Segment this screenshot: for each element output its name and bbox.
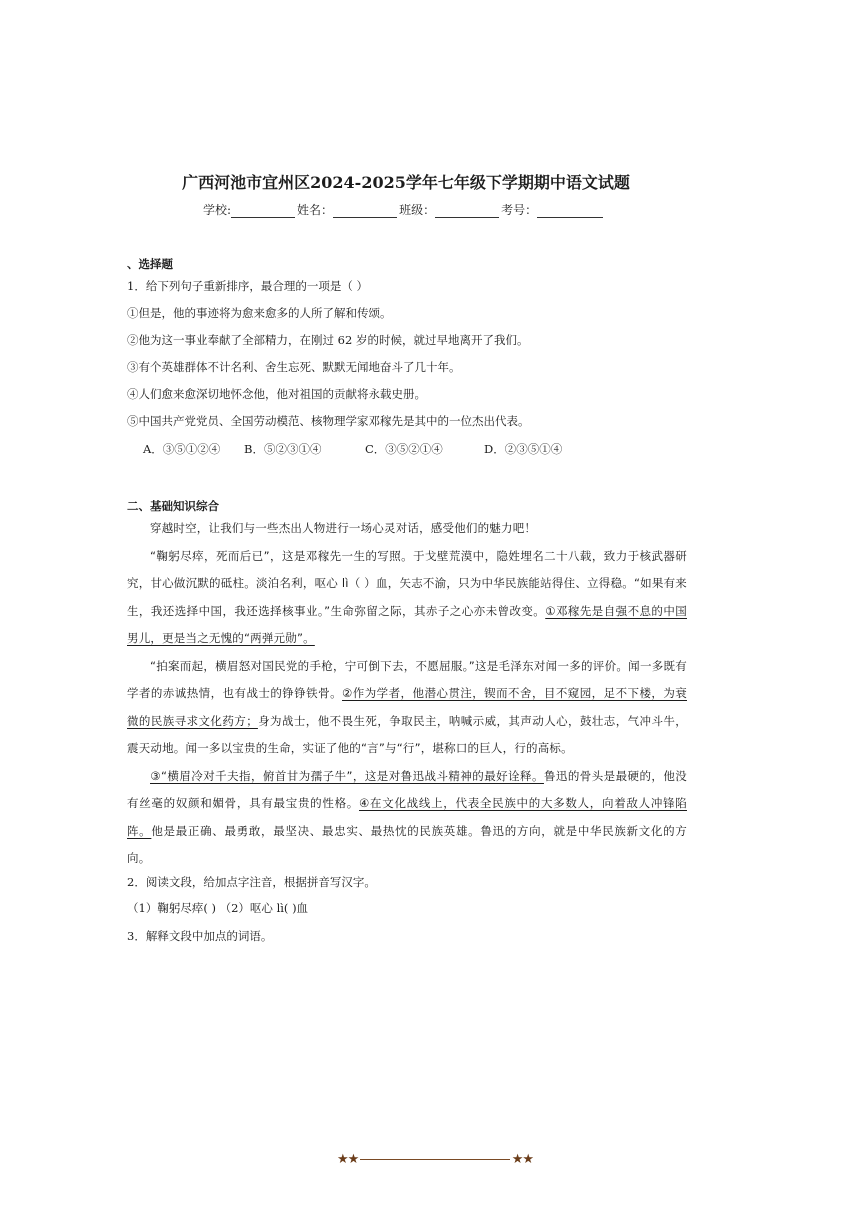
- section-heading-basic: 二、基础知识综合: [127, 499, 219, 513]
- sentence-1: ①但是，他的事迹将为愈来愈多的人所了解和传颂。: [127, 306, 392, 320]
- school-label: 学校:: [203, 203, 232, 217]
- sentence-3: ③有个英雄群体不计名利、舍生忘死、默默无闻地奋斗了几十年。: [127, 360, 461, 374]
- option-c[interactable]: C．③⑤②①④: [365, 442, 443, 456]
- passage-p3-rest: 他是最正确、最勇敢，最坚决、最忠实、最热忱的民族英雄。鲁迅的方向，就是中华民族新文化的方向。: [127, 823, 687, 865]
- exam-number-blank[interactable]: [537, 205, 603, 218]
- class-label: 班级：: [399, 203, 436, 217]
- question-1-stem: 1．给下列句子重新排序，最合理的一项是（ ）: [127, 279, 368, 293]
- option-d[interactable]: D．②③⑤①④: [484, 442, 563, 456]
- passage-intro: 穿越时空，让我们与一些杰出人物进行一场心灵对话，感受他们的魅力吧！: [150, 521, 537, 535]
- underlined-sentence-1: ①邓稼先是自强不息的中国男儿，更是当之无愧的“两弹元勋”。: [127, 603, 687, 645]
- footer-rule: [360, 1159, 509, 1160]
- page-footer-ornament: [337, 1151, 533, 1167]
- question-3-stem: 3．解释文段中加点的词语。: [127, 929, 273, 943]
- passage-p3: 鲁迅的骨头是最硬的，他没有丝毫的奴颜和媚骨，具有最宝贵的性格。: [127, 768, 687, 810]
- sentence-4: ④人们愈来愈深切地怀念他，他对祖国的贡献将永载史册。: [127, 387, 426, 401]
- name-blank[interactable]: [333, 205, 397, 218]
- option-b[interactable]: B．⑤②③①④: [244, 442, 322, 456]
- name-label: 姓名：: [297, 203, 334, 217]
- passage-p2-rest: 身为战士，他不畏生死，争取民主，呐喊示威，其声动人心，鼓壮志，气冲斗牛，震天动地。闻一多以宝贵的生命，实证了他的“言”与“行”，堪称口的巨人，行的高标。: [127, 713, 688, 755]
- page-title: 广西河池市宜州区2024-2025学年七年级下学期期中语文试题: [182, 173, 630, 192]
- footer-left-stars: ★★: [337, 1151, 359, 1167]
- section-heading-choice: 、选择题: [127, 257, 173, 271]
- underlined-sentence-2: ②作为学者，他潜心贯注，锲而不舍，目不窥园，足不下楼，为衰微的民族寻求文化药方；: [127, 686, 687, 728]
- sentence-5: ⑤中国共产党党员、全国劳动模范、核物理学家邓稼先是其中的一位杰出代表。: [127, 414, 530, 428]
- school-blank[interactable]: [231, 205, 295, 218]
- footer-right-stars: ★★: [511, 1151, 533, 1167]
- passage-p1: “鞠躬尽瘁，死而后已”，这是邓稼先一生的写照。于戈壁荒漠中，隐姓埋名二十八载，致力于核武器研究，甘心做沉默的砥柱。淡泊名利，呕心 lì（ ）血，矢志不渝，只为中华民族能站得住、立得稳。“如果有来生，我还选择中国，我还选择核事业。”生命弥留之际，其赤子之心亦未曾改变。: [127, 548, 687, 618]
- question-2-stem: 2．阅读文段，给加点字注音，根据拼音写汉字。: [127, 875, 376, 889]
- sentence-2: ②他为这一事业奉献了全部精力，在刚过 62 岁的时候，就过早地离开了我们。: [127, 333, 529, 347]
- passage-p2: “拍案而起，横眉怒对国民党的手枪，宁可倒下去，不愿屈服。”这是毛泽东对闻一多的评价。闻一多既有学者的赤诚热情，也有战士的铮铮铁骨。: [127, 658, 687, 700]
- class-blank[interactable]: [435, 205, 499, 218]
- passage: [127, 515, 687, 873]
- question-2-items: （1）鞠躬尽瘁( ) （2）呕心 lì( )血: [127, 901, 309, 915]
- underlined-sentence-4: ④在文化战线上，代表全民族中的大多数人，向着敌人冲锋陷阵。: [127, 796, 687, 838]
- option-a[interactable]: A．③⑤①②④: [143, 442, 221, 456]
- exam-number-label: 考号：: [501, 203, 538, 217]
- student-info-row: [203, 201, 605, 218]
- underlined-sentence-3: ③“横眉冷对千夫指，俯首甘为孺子牛”，这是对鲁迅战斗精神的最好诠释。: [150, 768, 544, 783]
